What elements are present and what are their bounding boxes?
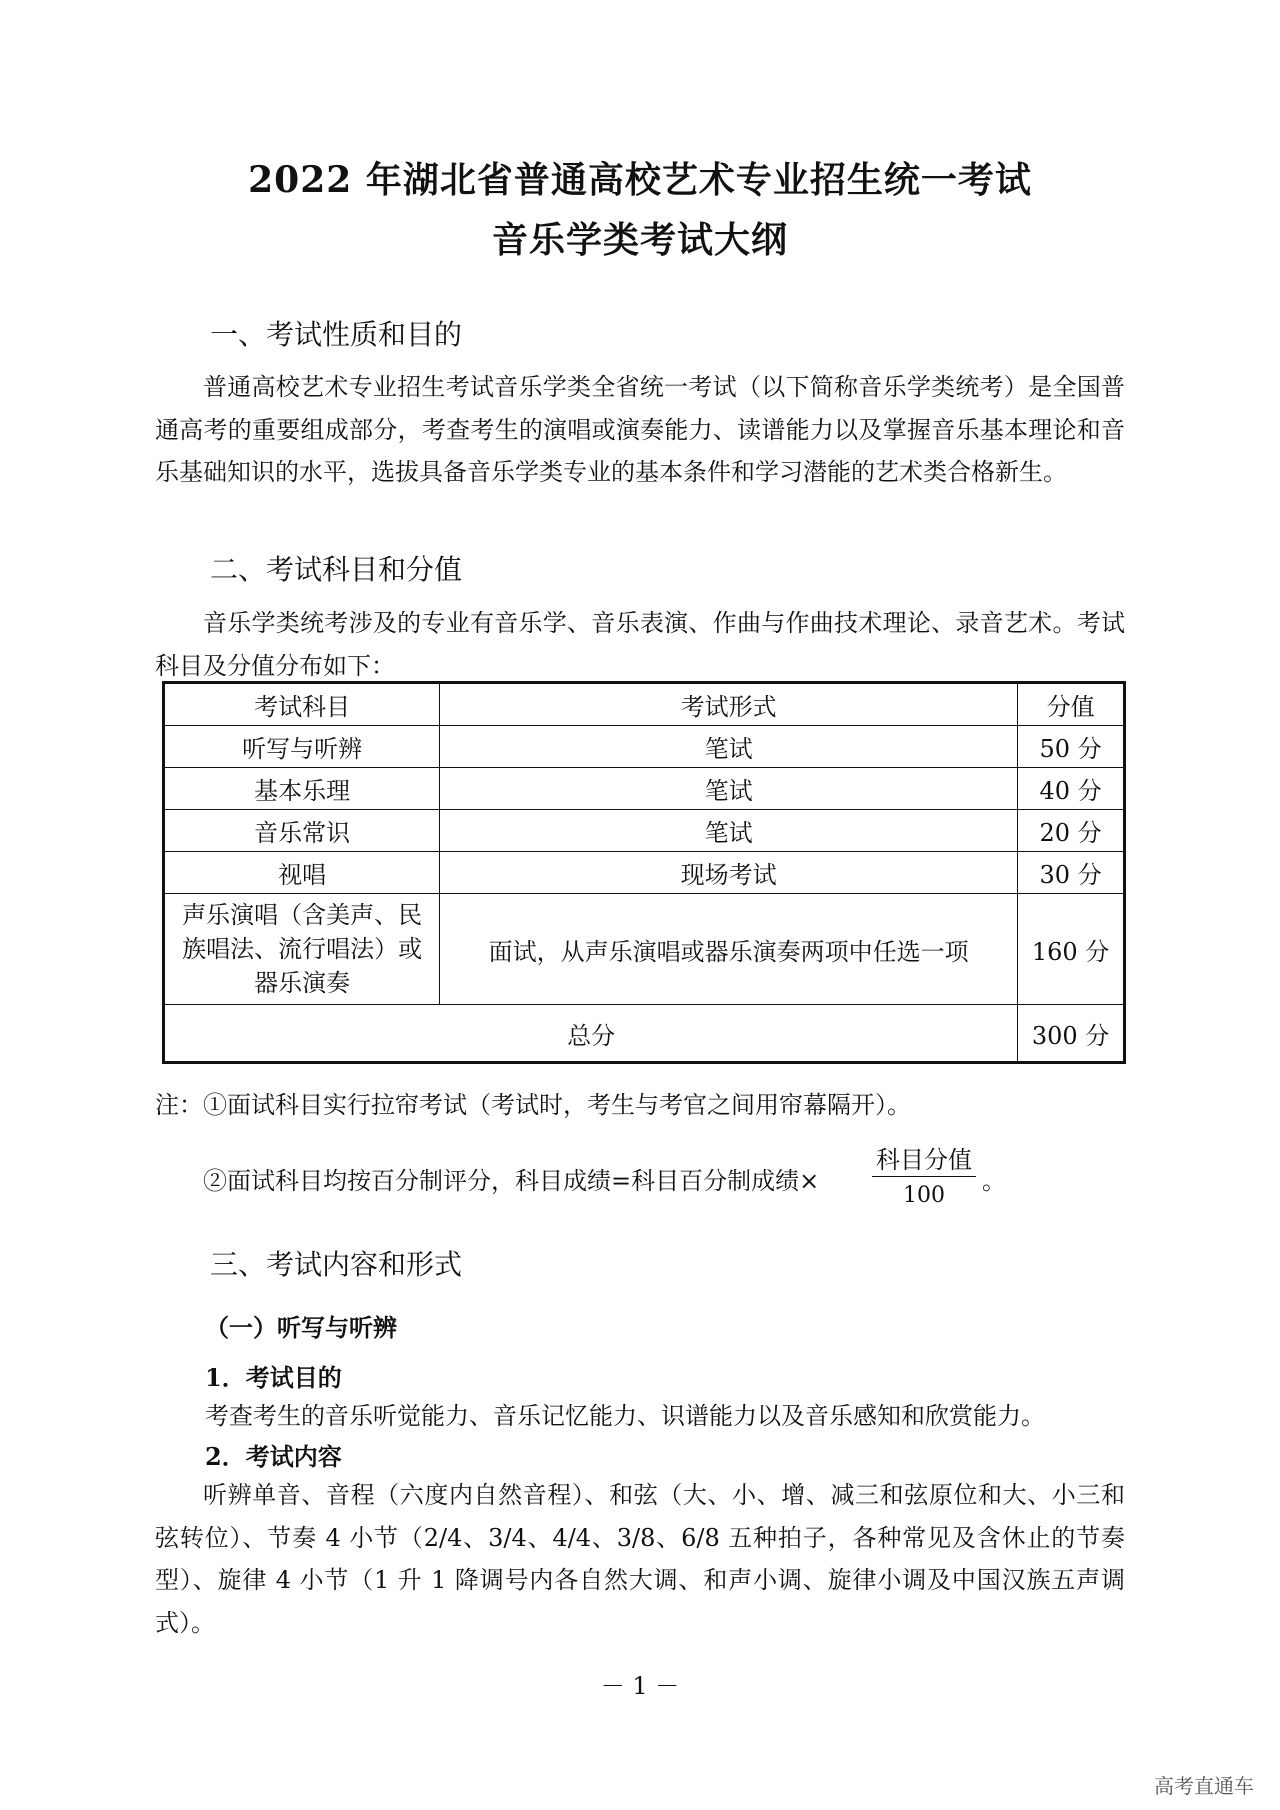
table-cell-format: 面试，从声乐演唱或器乐演奏两项中任选一项 (440, 894, 1018, 1005)
section3-heading: 三、考试内容和形式 (210, 1248, 463, 1281)
section2-heading: 二、考试科目和分值 (210, 553, 463, 586)
table-cell-score: 20 分 (1018, 810, 1125, 852)
section1-body: 普通高校艺术专业招生考试音乐学类全省统一考试（以下简称音乐学类统考）是全国普通高考的重要组成部分，考查考生的演唱或演奏能力、读谱能力以及掌握音乐基本理论和音乐基础知识的水平，选拔具备音乐学类专业的基本条件和学习潜能的艺术类合格新生。 (155, 373, 1125, 486)
item1-heading: 1．考试目的 (205, 1363, 342, 1392)
table-total-value: 300 分 (1018, 1005, 1125, 1063)
fraction-denominator: 100 (903, 1183, 945, 1208)
table-cell-score: 50 分 (1018, 726, 1125, 768)
table-cell-subject: 音乐常识 (164, 810, 440, 852)
page-number: － 1 － (600, 1672, 680, 1700)
fraction-bar (872, 1176, 976, 1177)
score-fraction (868, 1140, 980, 1208)
section1-heading: 一、考试性质和目的 (210, 318, 463, 351)
fraction-numerator: 科目分值 (876, 1146, 972, 1174)
table-cell-score: 160 分 (1018, 894, 1125, 1005)
section3-subheading: （一）听写与听辨 (205, 1313, 397, 1342)
table-cell-subject: 视唱 (164, 852, 440, 894)
document-title-line1: 2022 年湖北省普通高校艺术专业招生统一考试 (248, 159, 1032, 201)
table-row (164, 768, 1125, 810)
table-row (164, 726, 1125, 768)
table-cell-score: 40 分 (1018, 768, 1125, 810)
table-cell-format: 笔试 (440, 768, 1018, 810)
table-cell-subject: 基本乐理 (164, 768, 440, 810)
table-total-label: 总分 (164, 1005, 1018, 1063)
table-row (164, 852, 1125, 894)
note-2-end: 。 (982, 1167, 1006, 1195)
document-title-line2: 音乐学类考试大纲 (491, 219, 788, 261)
table-header-format: 考试形式 (440, 683, 1018, 726)
table-row (164, 894, 1125, 1005)
table-cell-subject: 听写与听辨 (164, 726, 440, 768)
item2-heading: 2．考试内容 (205, 1442, 342, 1471)
table-header-row (164, 683, 1125, 726)
note-2: ②面试科目均按百分制评分，科目成绩=科目百分制成绩× (203, 1167, 820, 1195)
item1-body: 考查考生的音乐听觉能力、音乐记忆能力、识谱能力以及音乐感知和欣赏能力。 (205, 1402, 1045, 1430)
watermark: 高考直通车 (1154, 1774, 1254, 1798)
item2-body: 听辨单音、音程（六度内自然音程）、和弦（大、小、增、减三和弦原位和大、小三和弦转位）、节奏 4 小节（2/4、3/4、4/4、3/8、6/8 五种拍子，各种常见及含休止的节奏型）、旋律 4 小节（1 升 1 降调号内各自然大调、和声小调、旋律小调及中国汉族五声调式）。 (155, 1481, 1125, 1637)
table-total-row (164, 1005, 1125, 1063)
table-header-score: 分值 (1018, 683, 1125, 726)
section2-body: 音乐学类统考涉及的专业有音乐学、音乐表演、作曲与作曲技术理论、录音艺术。考试科目及分值分布如下： (155, 609, 1125, 680)
note-1: 注：①面试科目实行拉帘考试（考试时，考生与考官之间用帘幕隔开）。 (155, 1091, 911, 1119)
table-header-subject: 考试科目 (164, 683, 440, 726)
table-row (164, 810, 1125, 852)
table-cell-format: 笔试 (440, 810, 1018, 852)
score-table (162, 681, 1126, 1064)
table-cell-score: 30 分 (1018, 852, 1125, 894)
table-cell-subject: 声乐演唱（含美声、民族唱法、流行唱法）或器乐演奏 (164, 894, 440, 1005)
table-cell-format: 现场考试 (440, 852, 1018, 894)
table-cell-format: 笔试 (440, 726, 1018, 768)
